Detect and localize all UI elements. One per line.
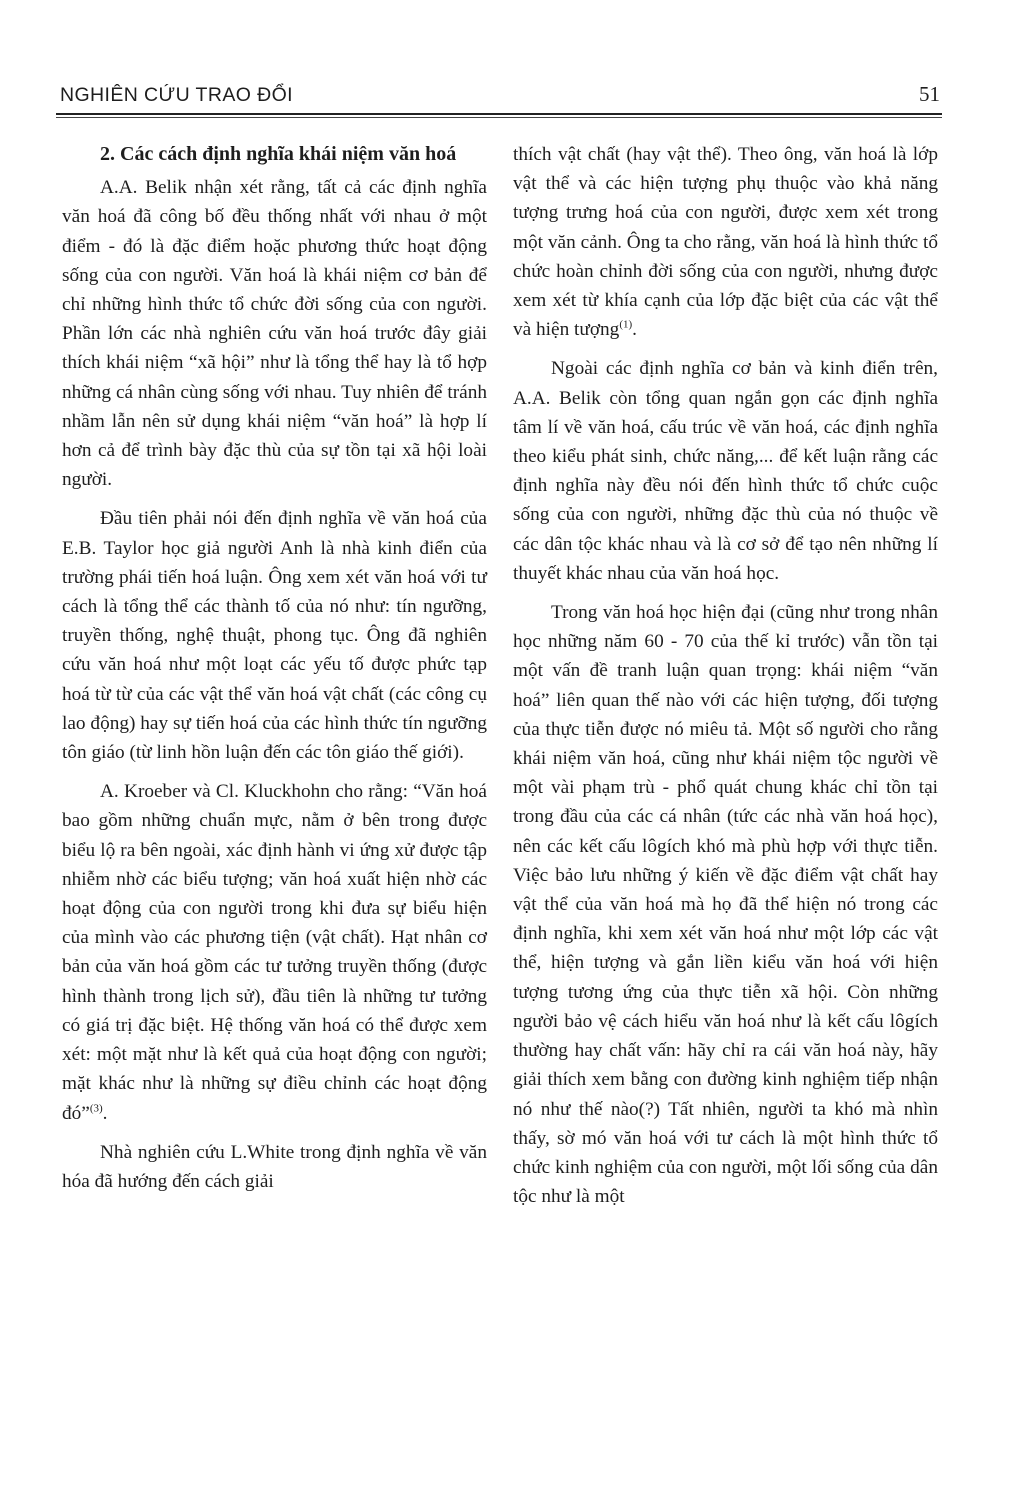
paragraph-kroeber-text: A. Kroeber và Cl. Kluckhohn cho rằng: “Văn hoá bao gồm những chuẩn mực, nằm ở bên trong được biểu lộ ra bên ngoài, xác định hành vi ứng xử được tập nhiễm nhờ các biểu tượng; văn hoá xuất hiện nhờ các hoạt động của con người trong khi đưa sự biểu hiện của mình vào các phương tiện (vật chất). Hạt nhân cơ bản của văn hoá gồm các tư tưởng truyền thống (được hình thành trong lịch sử), đầu tiên là những tư tưởng có giá trị đặc biệt. Hệ thống văn hoá có thể được xem xét: một mặt như là kết quả của hoạt động con người; mặt khác như là những sự điều chỉnh các hoạt động đó” bbox=[62, 781, 487, 1124]
paragraph-modern-debate: Trong văn hoá học hiện đại (cũng như trong nhân học những năm 60 - 70 của thế kỉ trước) vẫn tồn tại một vấn đề tranh luận quan trọng: khái niệm “văn hoá” liên quan thế nào với các hiện tượng, đối tượng của thực tiễn được nó miêu tả. Một số người cho rằng khái niệm văn hoá, cũng như khái niệm tộc người về một vài phạm trù - phổ quát chung khác chỉ tồn tại trong đầu của các cá nhân (tức các nhà văn hoá học), nên các kết cấu lôgích khó mà phù hợp với thực tiễn. Việc bảo lưu những ý kiến về đặc điểm vật chất hay vật thể của văn hoá mà họ đã thể hiện nó trong các định nghĩa, khi xem xét văn hoá như một lớp các vật thể, hiện tượng và gắn liền kiểu văn hoá với hiện tượng tương ứng của thực tiễn xã hội. Còn những người bảo vệ cách hiểu văn hoá như là kết cấu lôgích thường hay chất vấn: hãy chỉ ra cái văn hoá này, hãy giải thích xem bằng con đường kinh nghiệm tiếp nhận nó như thế nào(?) Tất nhiên, người ta khó mà nhìn thấy, sờ mó văn hoá với tư cách là một hình thức tổ chức kinh nghiệm của con người, một lối sống của dân tộc như là một bbox=[513, 602, 938, 1208]
running-head: NGHIÊN CỨU TRAO ĐỔI bbox=[60, 84, 293, 106]
paragraph-belik: A.A. Belik nhận xét rằng, tất cả các định nghĩa văn hoá đã công bố đều thống nhất với nhau ở một điểm - đó là đặc điểm hoặc phương thức hoạt động sống của con người. Văn hoá là khái niệm cơ bản để chỉ những hình thức tổ chức đời sống của con người. Phần lớn các nhà nghiên cứu văn hoá trước đây giải thích khái niệm “xã hội” như là tổng thể hay là tổ hợp những cá nhân cùng sống với nhau. Tuy nhiên để tránh nhầm lẫn nên sử dụng khái niệm “văn hoá” là hợp lí hơn cả để trình bày đặc thù của sự tồn tại xã hội loài người. bbox=[62, 177, 487, 491]
paragraph-kroeber bbox=[62, 777, 487, 1127]
section-heading: 2. Các cách định nghĩa khái niệm văn hoá bbox=[100, 143, 457, 165]
paragraph-taylor: Đầu tiên phải nói đến định nghĩa về văn hoá của E.B. Taylor học giả người Anh là nhà kinh điển của trường phái tiến hoá luận. Ông xem xét văn hoá với tư cách là tổng thể các thành tố của nó như: tín ngưỡng, truyền thống, nghệ thuật, phong tục. Ông đã nghiên cứu văn hoá như một loạt các yếu tố được phức tạp hoá từ từ của các vật thể văn hoá vật chất (các công cụ lao động) hay sự tiến hoá của các hình thức tín ngưỡng tôn giáo (từ linh hồn luận đến các tôn giáo thế giới). bbox=[62, 508, 487, 764]
right-column bbox=[513, 140, 938, 1221]
page-number: 51 bbox=[919, 82, 940, 106]
header-rule bbox=[56, 113, 942, 115]
paragraph-kroeber-end: . bbox=[102, 1102, 108, 1124]
paragraph-white-continued bbox=[513, 140, 938, 344]
paragraph-white-continued-end: . bbox=[632, 319, 637, 341]
footnote-ref-3: (3) bbox=[89, 1102, 103, 1115]
page-header bbox=[60, 84, 940, 114]
left-column bbox=[62, 140, 487, 1206]
header-rule-thin bbox=[56, 117, 942, 118]
footnote-ref-1: (1) bbox=[619, 318, 633, 331]
paragraph-white: Nhà nghiên cứu L.White trong định nghĩa về văn hóa đã hướng đến cách giải bbox=[62, 1141, 487, 1192]
paragraph-other-definitions: Ngoài các định nghĩa cơ bản và kinh điển trên, A.A. Belik còn tổng quan ngắn gọn các định nghĩa tâm lí về văn hoá, cấu trúc về văn hoá, các định nghĩa theo kiểu phát sinh, chức năng,... để kết luận rằng các định nghĩa này đều nói đến hình thức tổ chức cuộc sống của con người, những đặc thù của nó thuộc về các dân tộc khác nhau và là cơ sở để tạo nên những lí thuyết khác nhau của văn hoá học. bbox=[513, 358, 938, 584]
paragraph-white-continued-text: thích vật chất (hay vật thể). Theo ông, văn hoá là lớp vật thể và các hiện tượng phụ thuộc vào khả năng tượng trưng hoá của con người, được xem xét trong một văn cảnh. Ông ta cho rằng, văn hoá là hình thức tổ chức hoàn chỉnh đời sống của con người, nhưng được xem xét từ khía cạnh của lớp đặc biệt của các vật thể và hiện tượng bbox=[513, 144, 938, 341]
